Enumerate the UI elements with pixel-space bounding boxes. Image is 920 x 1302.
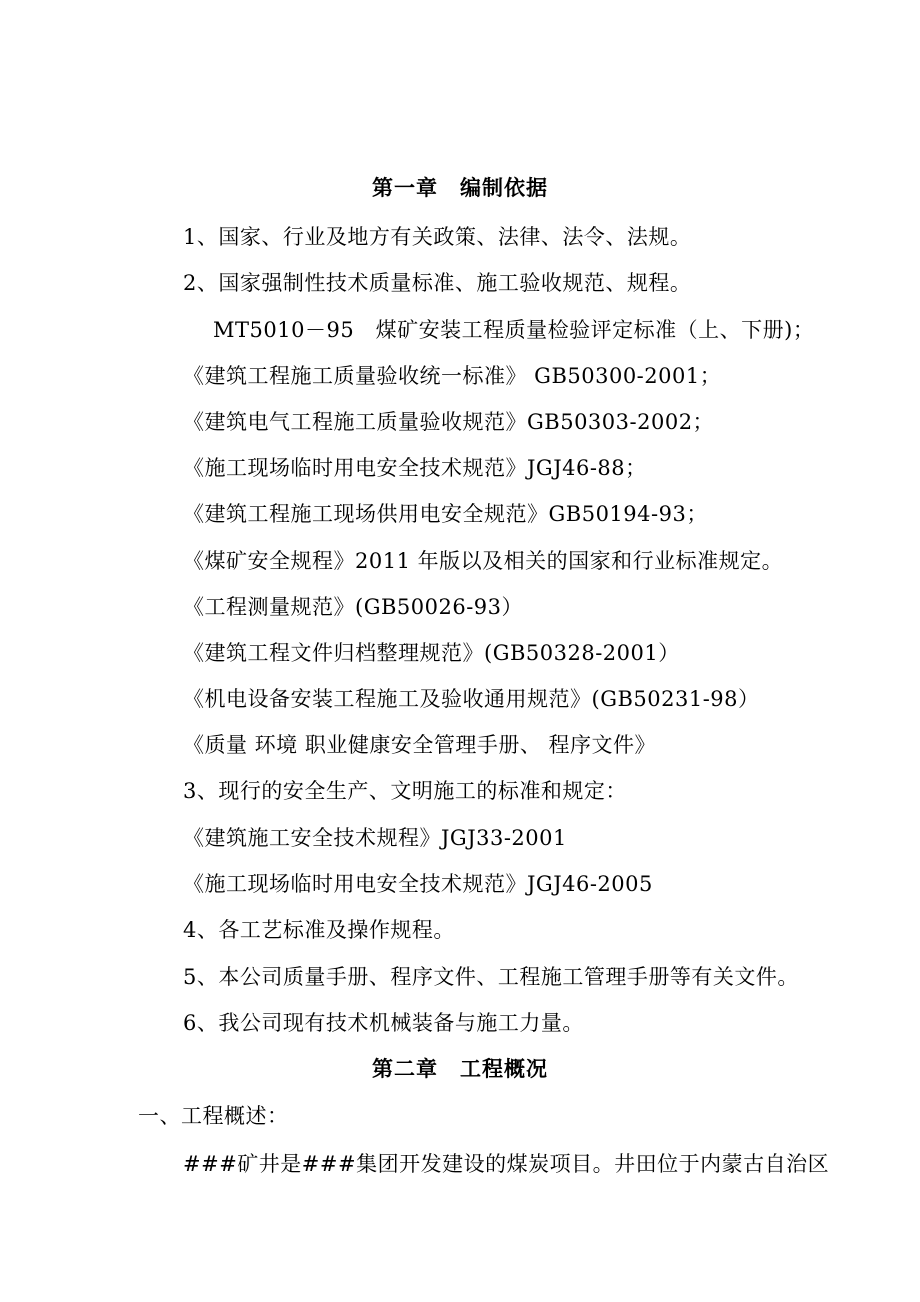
standard-gb50194: 《建筑工程施工现场供用电安全规范》GB50194-93； <box>183 502 708 526</box>
basis-item-4: 4、各工艺标准及操作规程。 <box>183 918 455 942</box>
section-1-title: 一、工程概述： <box>138 1104 289 1128</box>
basis-item-5: 5、本公司质量手册、程序文件、工程施工管理手册等有关文件。 <box>183 965 799 989</box>
standard-gb50026: 《工程测量规范》(GB50026-93） <box>183 595 524 619</box>
standard-mt5010: MT5010－95 煤矿安装工程质量检验评定标准（上、下册)； <box>213 318 815 342</box>
chapter-2-title: 第二章 工程概况 <box>372 1057 548 1081</box>
standard-gb50328: 《建筑工程文件归档整理规范》(GB50328-2001） <box>183 641 680 665</box>
standard-quality-manual: 《质量 环境 职业健康安全管理手册、 程序文件》 <box>183 733 657 757</box>
basis-item-1: 1、国家、行业及地方有关政策、法律、法令、法规。 <box>183 225 692 249</box>
standard-jgj46-88: 《施工现场临时用电安全技术规范》JGJ46-88； <box>183 456 647 480</box>
standard-gb50231: 《机电设备安装工程施工及验收通用规范》(GB50231-98） <box>183 687 760 711</box>
standard-gb50303: 《建筑电气工程施工质量验收规范》GB50303-2002； <box>183 410 715 434</box>
standard-jgj33: 《建筑施工安全技术规程》JGJ33-2001 <box>183 826 567 850</box>
basis-item-6: 6、我公司现有技术机械装备与施工力量。 <box>183 1011 584 1035</box>
basis-item-2: 2、国家强制性技术质量标准、施工验收规范、规程。 <box>183 271 692 295</box>
basis-item-3: 3、现行的安全生产、文明施工的标准和规定： <box>183 779 627 803</box>
standard-coal-safety: 《煤矿安全规程》2011 年版以及相关的国家和行业标准规定。 <box>183 549 784 573</box>
standard-gb50300: 《建筑工程施工质量验收统一标准》 GB50300-2001； <box>183 364 722 388</box>
standard-jgj46-2005: 《施工现场临时用电安全技术规范》JGJ46-2005 <box>183 872 653 896</box>
overview-paragraph: ###矿井是###集团开发建设的煤炭项目。井田位于内蒙古自治区 <box>183 1152 830 1176</box>
chapter-1-title: 第一章 编制依据 <box>372 176 548 200</box>
